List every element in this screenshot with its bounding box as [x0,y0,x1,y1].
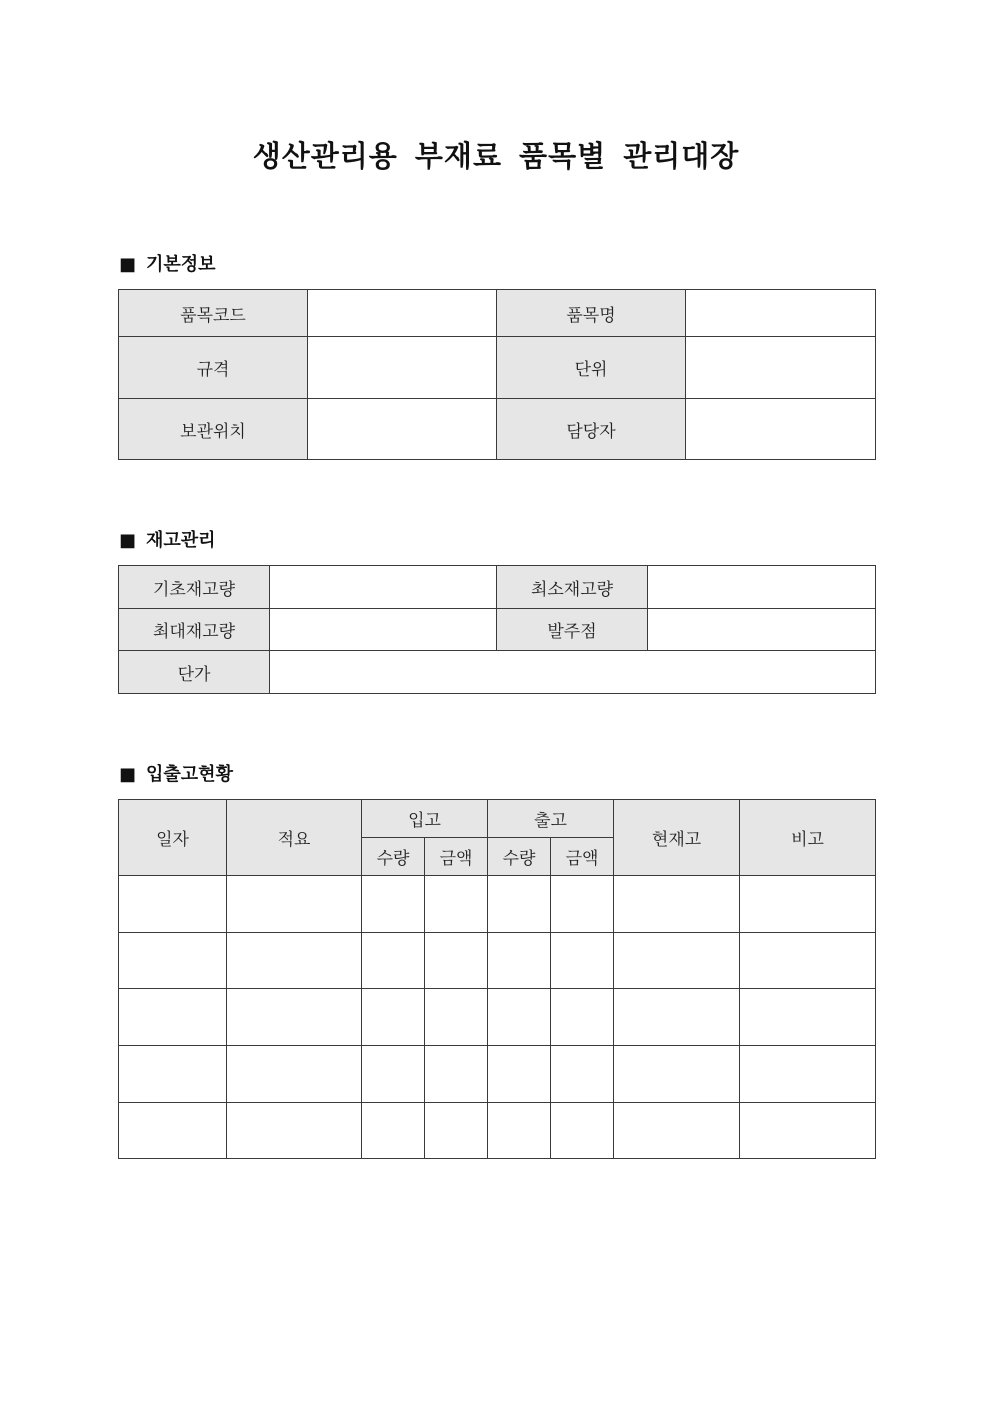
outbound-quantity-cell[interactable] [488,876,551,933]
base-stock-field[interactable] [270,566,497,609]
outbound-amount-cell[interactable] [551,989,614,1046]
date-cell[interactable] [119,1046,227,1103]
reorder-point-label: 발주점 [497,609,648,651]
unit-field[interactable] [686,337,876,399]
base-stock-label: 기초재고량 [119,566,270,609]
unit-label: 단위 [497,337,686,399]
table-row [119,933,876,989]
outbound-header: 출고 [488,800,614,838]
description-cell[interactable] [227,876,362,933]
date-cell[interactable] [119,989,227,1046]
outbound-quantity-cell[interactable] [488,933,551,989]
outbound-amount-header: 금액 [551,838,614,876]
stock-management-table [118,565,876,694]
current-stock-cell[interactable] [614,876,740,933]
current-stock-cell[interactable] [614,989,740,1046]
location-field[interactable] [308,399,497,460]
min-stock-label: 최소재고량 [497,566,648,609]
item-name-label: 품목명 [497,290,686,337]
inbound-amount-cell[interactable] [425,1046,488,1103]
current-stock-cell[interactable] [614,1103,740,1159]
inbound-amount-cell[interactable] [425,876,488,933]
outbound-amount-cell[interactable] [551,876,614,933]
inbound-quantity-cell[interactable] [362,1103,425,1159]
unit-price-label: 단가 [119,651,270,694]
outbound-amount-cell[interactable] [551,933,614,989]
basic-info-table [118,289,876,460]
section-title-basic: 기본정보 [146,254,216,275]
remarks-header: 비고 [740,800,876,876]
outbound-quantity-cell[interactable] [488,1046,551,1103]
remarks-cell[interactable] [740,1103,876,1159]
location-label: 보관위치 [119,399,308,460]
spec-label: 규격 [119,337,308,399]
inbound-amount-header: 금액 [425,838,488,876]
outbound-quantity-cell[interactable] [488,1103,551,1159]
section-title-history: 입출고현황 [146,764,233,785]
manager-field[interactable] [686,399,876,460]
remarks-cell[interactable] [740,989,876,1046]
document-title: 생산관리용 부재료 품목별 관리대장 [252,139,740,173]
inbound-amount-cell[interactable] [425,1103,488,1159]
inbound-quantity-header: 수량 [362,838,425,876]
square-bullet-icon: ■ [119,254,137,275]
current-stock-header: 현재고 [614,800,740,876]
spec-field[interactable] [308,337,497,399]
square-bullet-icon: ■ [119,764,137,785]
remarks-cell[interactable] [740,876,876,933]
description-cell[interactable] [227,933,362,989]
section-heading-history [119,763,233,787]
section-title-stock: 재고관리 [146,530,216,551]
item-code-label: 품목코드 [119,290,308,337]
current-stock-cell[interactable] [614,933,740,989]
section-heading-stock [119,529,216,553]
inbound-quantity-cell[interactable] [362,989,425,1046]
inbound-quantity-cell[interactable] [362,876,425,933]
remarks-cell[interactable] [740,1046,876,1103]
outbound-amount-cell[interactable] [551,1103,614,1159]
date-cell[interactable] [119,1103,227,1159]
remarks-cell[interactable] [740,933,876,989]
item-name-field[interactable] [686,290,876,337]
table-row [119,1103,876,1159]
description-cell[interactable] [227,1103,362,1159]
description-header: 적요 [227,800,362,876]
description-cell[interactable] [227,1046,362,1103]
table-row [119,1046,876,1103]
inout-history-table [118,799,876,1159]
max-stock-field[interactable] [270,609,497,651]
inbound-quantity-cell[interactable] [362,933,425,989]
table-row [119,989,876,1046]
description-cell[interactable] [227,989,362,1046]
current-stock-cell[interactable] [614,1046,740,1103]
min-stock-field[interactable] [648,566,876,609]
inbound-amount-cell[interactable] [425,989,488,1046]
date-header: 일자 [119,800,227,876]
date-cell[interactable] [119,876,227,933]
section-heading-basic [119,253,216,277]
reorder-point-field[interactable] [648,609,876,651]
item-code-field[interactable] [308,290,497,337]
outbound-quantity-cell[interactable] [488,989,551,1046]
unit-price-field[interactable] [270,651,876,694]
inbound-header: 입고 [362,800,488,838]
inbound-amount-cell[interactable] [425,933,488,989]
date-cell[interactable] [119,933,227,989]
square-bullet-icon: ■ [119,530,137,551]
table-row [119,876,876,933]
max-stock-label: 최대재고량 [119,609,270,651]
manager-label: 담당자 [497,399,686,460]
outbound-amount-cell[interactable] [551,1046,614,1103]
inbound-quantity-cell[interactable] [362,1046,425,1103]
outbound-quantity-header: 수량 [488,838,551,876]
